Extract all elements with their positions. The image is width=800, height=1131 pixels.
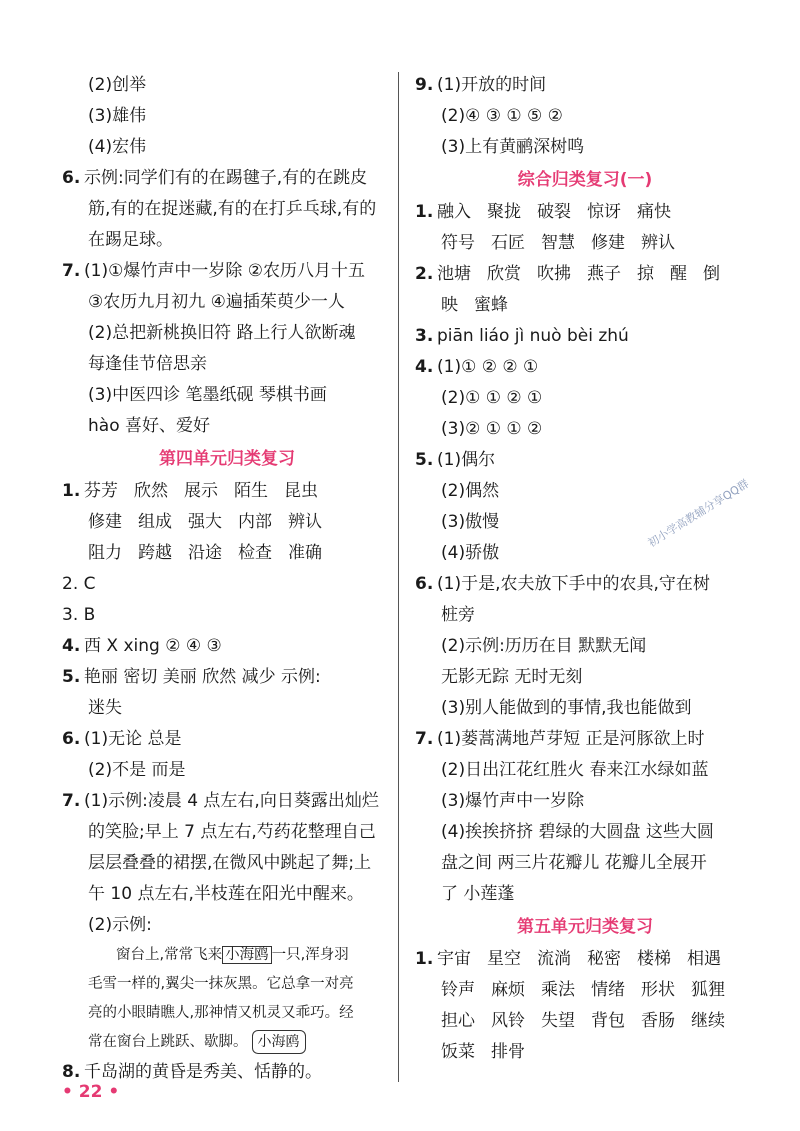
question-7: 7. (1)蒌蒿满地芦芽短 正是河豚欲上时 xyxy=(415,729,705,749)
right-column xyxy=(415,70,755,1068)
answer-line: 2. C xyxy=(62,574,96,594)
word-row: 符号 石匠 智慧 修建 辨认 xyxy=(441,233,675,253)
question-4: 4. 西 X xing ② ④ ③ xyxy=(62,636,222,656)
left-column xyxy=(62,70,392,1088)
question-3: 3. piān liáo jì nuò bèi zhú xyxy=(415,326,629,346)
answer-line: (2)日出江花红胜火 春来江水绿如蓝 xyxy=(441,760,709,780)
watermark-stamp: 初小学高教辅分享QQ群 xyxy=(645,477,752,550)
page-number: • 22 • xyxy=(62,1082,120,1102)
question-7: 7. (1)①爆竹声中一岁除 ②农历八月十五 xyxy=(62,261,365,281)
word-row: 2. 池塘 欣赏 吹拂 燕子 掠 醒 倒 xyxy=(415,264,720,284)
answer-line: (2)④ ③ ① ⑤ ② xyxy=(441,106,563,126)
answer-line: 桩旁 xyxy=(441,605,475,625)
answer-line: 无影无踪 无时无刻 xyxy=(441,667,583,687)
word-row: 映 蜜蜂 xyxy=(441,295,508,315)
answer-line: 层层叠叠的裙摆,在微风中跳起了舞;上 xyxy=(88,853,372,873)
answer-line: 在踢足球。 xyxy=(88,230,173,250)
section-title-comprehensive: 综合归类复习(一) xyxy=(517,170,653,190)
answer-line: (4)挨挨挤挤 碧绿的大圆盘 这些大圆 xyxy=(441,822,714,842)
answer-line: 3. B xyxy=(62,605,96,625)
correction-tag: 小海鸥 xyxy=(252,1030,306,1054)
example-paragraph: 窗台上,常常飞来 小海鸥 一只,浑身羽 毛雪一样的,翼尖一抹灰黑。它总拿一对亮 亮的小眼睛瞧人,那神情又机灵又乖巧。经 常在窗台上跳跃、歇脚。 小海鸥 xyxy=(62,941,392,1057)
answer-line: (2)创举 xyxy=(88,75,147,95)
answer-line: (4)宏伟 xyxy=(88,137,147,157)
answer-line: ③农历九月初九 ④遍插茱萸少一人 xyxy=(88,292,345,312)
word-row: 1. 芬芳 欣然 展示 陌生 昆虫 xyxy=(62,481,318,501)
word-row: 1. 融入 聚拢 破裂 惊讶 痛快 xyxy=(415,202,671,222)
answer-line: 每逢佳节倍思亲 xyxy=(88,354,207,374)
section-title-unit5: 第五单元归类复习 xyxy=(517,917,653,937)
answer-line: 午 10 点左右,半枝莲在阳光中醒来。 xyxy=(88,884,364,904)
answer-line: (3)上有黄鹂深树鸣 xyxy=(441,137,585,157)
word-row: 饭菜 排骨 xyxy=(441,1042,525,1062)
answer-line: (2)总把新桃换旧符 路上行人欲断魂 xyxy=(88,323,356,343)
question-5: 5. (1)偶尔 xyxy=(415,450,496,470)
question-6: 6. (1)于是,农夫放下手中的农具,守在树 xyxy=(415,574,710,594)
answer-line: 迷失 xyxy=(88,698,122,718)
answer-line: hào 喜好、爱好 xyxy=(88,416,210,436)
answer-line: (4)骄傲 xyxy=(441,543,500,563)
question-8: 8. 千岛湖的黄昏是秀美、恬静的。 xyxy=(62,1062,322,1082)
question-4: 4. (1)① ② ② ① xyxy=(415,357,539,377)
answer-line: (2)偶然 xyxy=(441,481,500,501)
answer-line: (2)示例: xyxy=(88,915,152,935)
boxed-word: 小海鸥 xyxy=(222,946,272,964)
word-row: 担心 风铃 失望 背包 香肠 继续 xyxy=(441,1011,725,1031)
answer-line: (3)雄伟 xyxy=(88,106,147,126)
answer-line: 筋,有的在捉迷藏,有的在打乒乓球,有的 xyxy=(88,199,377,219)
answer-line: (3)② ① ① ② xyxy=(441,419,543,439)
section-title-unit4: 第四单元归类复习 xyxy=(159,449,295,469)
answer-line: (3)爆竹声中一岁除 xyxy=(441,791,585,811)
answer-line: (3)别人能做到的事情,我也能做到 xyxy=(441,698,692,718)
answer-line: (2)不是 而是 xyxy=(88,760,186,780)
question-6: 6. 示例:同学们有的在踢毽子,有的在跳皮 xyxy=(62,168,368,188)
answer-line: 的笑脸;早上 7 点左右,芍药花整理自己 xyxy=(88,822,376,842)
word-row: 1. 宇宙 星空 流淌 秘密 楼梯 相遇 xyxy=(415,949,721,969)
word-row: 铃声 麻烦 乘法 情绪 形状 狐狸 xyxy=(441,980,725,1000)
column-divider xyxy=(398,72,399,1082)
answer-line: (2)① ① ② ① xyxy=(441,388,543,408)
answer-line: (3)傲慢 xyxy=(441,512,500,532)
word-row: 阻力 跨越 沿途 检查 准确 xyxy=(88,543,322,563)
question-9: 9. (1)开放的时间 xyxy=(415,75,547,95)
answer-line: (3)中医四诊 笔墨纸砚 琴棋书画 xyxy=(88,385,327,405)
answer-line: 了 小莲蓬 xyxy=(441,884,515,904)
question-7b: 7. (1)示例:凌晨 4 点左右,向日葵露出灿烂 xyxy=(62,791,379,811)
word-row: 修建 组成 强大 内部 辨认 xyxy=(88,512,322,532)
answer-line: (2)示例:历历在目 默默无闻 xyxy=(441,636,647,656)
question-5: 5. 艳丽 密切 美丽 欣然 减少 示例: xyxy=(62,667,321,687)
answer-line: 盘之间 两三片花瓣儿 花瓣儿全展开 xyxy=(441,853,707,873)
question-6b: 6. (1)无论 总是 xyxy=(62,729,182,749)
